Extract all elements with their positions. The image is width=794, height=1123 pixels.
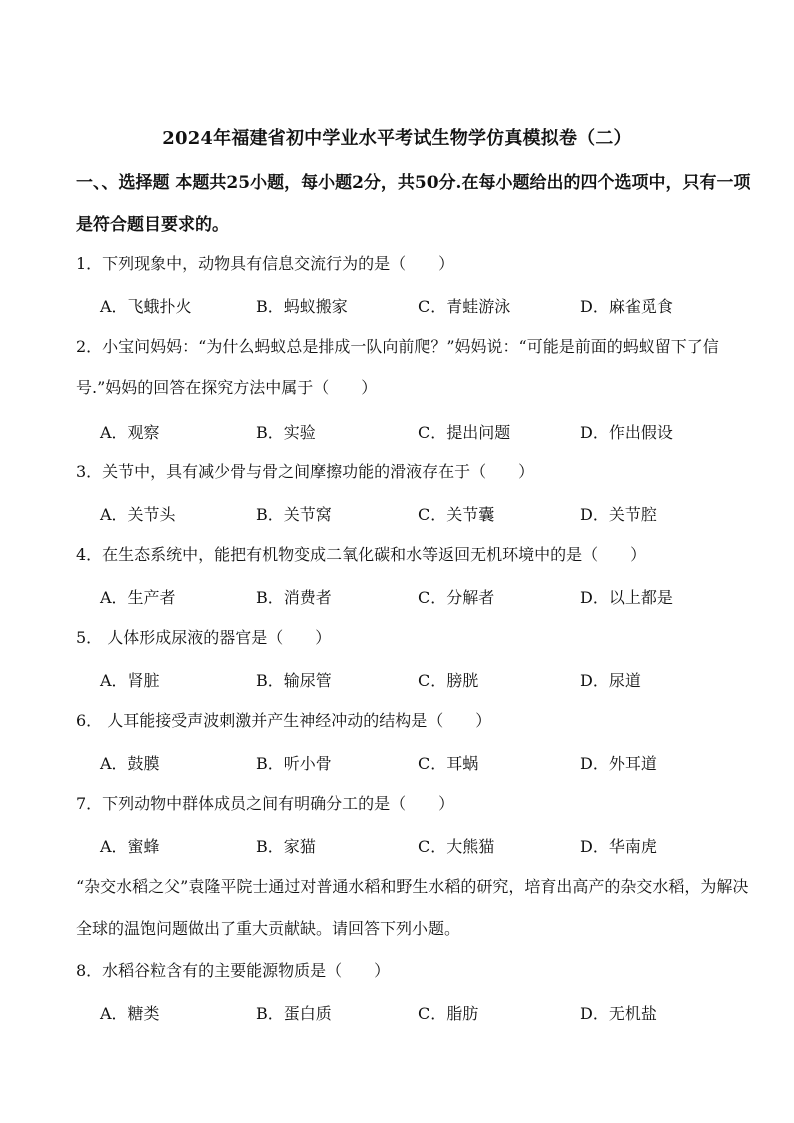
question-8-option-b[interactable]: B．蛋白质 [256, 1004, 332, 1023]
question-6-option-d[interactable]: D．外耳道 [580, 754, 657, 773]
question-2-options [100, 420, 720, 450]
question-8-stem: 8．水稻谷粒含有的主要能源物质是（ ） [76, 961, 391, 980]
question-1-option-a[interactable]: A．飞蛾扑火 [100, 297, 192, 316]
question-3-options [100, 502, 720, 532]
question-2-option-c[interactable]: C．提出问题 [418, 423, 511, 442]
question-8-option-d[interactable]: D．无机盐 [580, 1004, 657, 1023]
question-6-option-b[interactable]: B．听小骨 [256, 754, 332, 773]
question-7-options [100, 834, 720, 864]
question-3-option-b[interactable]: B．关节窝 [256, 505, 332, 524]
question-1-option-c[interactable]: C．青蛙游泳 [418, 297, 511, 316]
question-3-option-c[interactable]: C．关节囊 [418, 505, 495, 524]
question-4-option-d[interactable]: D．以上都是 [580, 588, 673, 607]
question-5-option-b[interactable]: B．输尿管 [256, 671, 332, 690]
question-7-option-c[interactable]: C．大熊猫 [418, 837, 495, 856]
question-1-option-b[interactable]: B．蚂蚁搬家 [256, 297, 348, 316]
question-3-option-d[interactable]: D．关节腔 [580, 505, 657, 524]
question-2-option-a[interactable]: A．观察 [100, 423, 160, 442]
question-7-option-d[interactable]: D．华南虎 [580, 837, 657, 856]
question-5-option-d[interactable]: D．尿道 [580, 671, 641, 690]
question-6-option-c[interactable]: C．耳蜗 [418, 754, 479, 773]
question-2-stem: 2．小宝问妈妈：“为什么蚂蚁总是排成一队向前爬？”妈妈说：“可能是前面的蚂蚁留下了信号.”妈妈的回答在探究方法中属于（ ） [76, 337, 719, 397]
question-6-options [100, 751, 720, 781]
section-heading: 一、、选择题 本题共25小题，每小题2分，共50分.在每小题给出的四个选项中，只有一项是符合题目要求的。 [76, 173, 751, 235]
question-4-options [100, 585, 720, 615]
question-4-option-c[interactable]: C．分解者 [418, 588, 495, 607]
question-1-options [100, 294, 720, 324]
question-7-option-a[interactable]: A．蜜蜂 [100, 837, 160, 856]
question-5-stem: 5． 人体形成尿液的器官是（ ） [76, 628, 332, 647]
question-1-stem: 1．下列现象中，动物具有信息交流行为的是（ ） [76, 254, 455, 273]
question-6-option-a[interactable]: A．鼓膜 [100, 754, 160, 773]
question-2-option-b[interactable]: B．实验 [256, 423, 316, 442]
question-5-options [100, 668, 720, 698]
question-8-option-a[interactable]: A．糖类 [100, 1004, 160, 1023]
question-7-option-b[interactable]: B．家猫 [256, 837, 316, 856]
question-3-option-a[interactable]: A．关节头 [100, 505, 176, 524]
question-3-stem: 3．关节中，具有减少骨与骨之间摩擦功能的滑液存在于（ ） [76, 462, 535, 481]
question-8-option-c[interactable]: C．脂肪 [418, 1004, 479, 1023]
question-5-option-a[interactable]: A．肾脏 [100, 671, 160, 690]
question-6-stem: 6． 人耳能接受声波刺激并产生神经冲动的结构是（ ） [76, 711, 492, 730]
exam-title: 2024年福建省初中学业水平考试生物学仿真模拟卷（二） [162, 128, 632, 149]
question-2-option-d[interactable]: D．作出假设 [580, 423, 673, 442]
question-7-stem: 7．下列动物中群体成员之间有明确分工的是（ ） [76, 794, 455, 813]
question-4-option-a[interactable]: A．生产者 [100, 588, 176, 607]
reading-passage: “杂交水稻之父”袁隆平院士通过对普通水稻和野生水稻的研究，培育出高产的杂交水稻，为解决全球的温饱问题做出了重大贡献缺。请回答下列小题。 [76, 877, 749, 938]
question-5-option-c[interactable]: C．膀胱 [418, 671, 479, 690]
question-1-option-d[interactable]: D．麻雀觅食 [580, 297, 673, 316]
question-4-option-b[interactable]: B．消费者 [256, 588, 332, 607]
question-4-stem: 4．在生态系统中，能把有机物变成二氧化碳和水等返回无机环境中的是（ ） [76, 545, 647, 564]
question-8-options [100, 1001, 720, 1031]
